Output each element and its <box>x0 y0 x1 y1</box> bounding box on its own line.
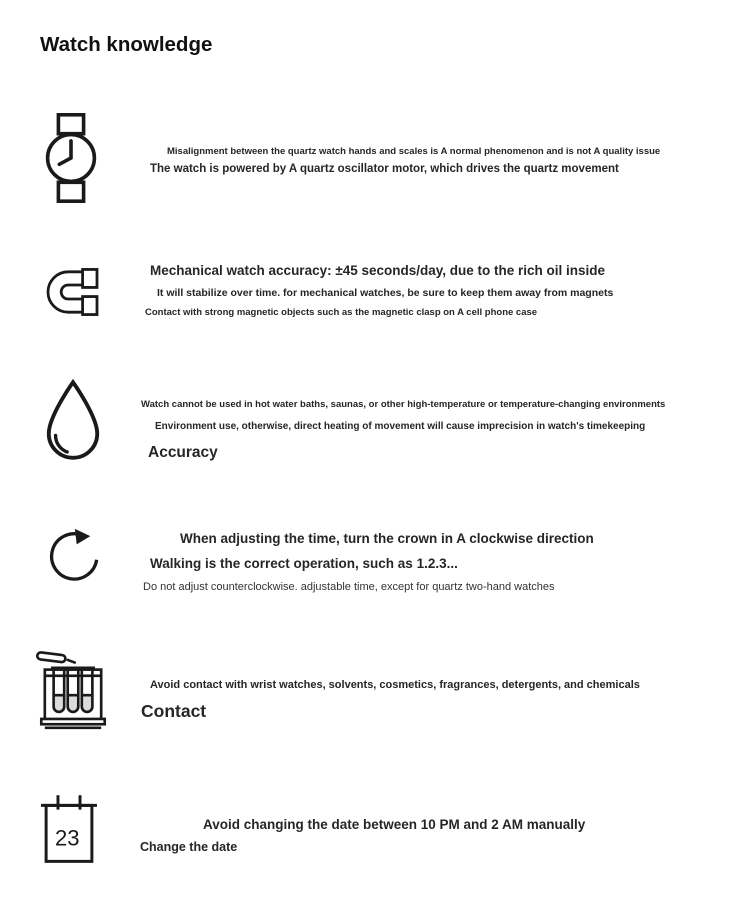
calendar-day-number: 23 <box>55 825 80 851</box>
info-line: It will stabilize over time. for mechanical watches, be sure to keep them away from magnets <box>157 286 614 299</box>
info-line: Misalignment between the quartz watch hands and scales is A normal phenomenon and is not A quality issue <box>167 146 661 157</box>
quartz-watch-icon <box>44 112 98 204</box>
calendar-icon <box>40 791 98 869</box>
info-line: Environment use, otherwise, direct heating of movement will cause imprecision in watch's timekeeping <box>155 421 646 433</box>
info-line: When adjusting the time, turn the crown in A clockwise direction <box>180 531 594 546</box>
info-line: Watch cannot be used in hot water baths, saunas, or other high-temperature or temperature-changing environments <box>141 399 666 410</box>
test-tubes-icon <box>36 646 110 732</box>
section-heading-contact: Contact <box>141 700 207 721</box>
info-line: The watch is powered by A quartz oscillator motor, which drives the quartz movement <box>150 163 619 176</box>
info-line: Do not adjust counterclockwise. adjustable time, except for quartz two-hand watches <box>143 580 555 593</box>
water-drop-icon <box>42 379 104 461</box>
info-line: Walking is the correct operation, such as 1.2.3... <box>150 555 458 571</box>
magnet-icon <box>44 268 102 316</box>
section-heading-accuracy: Accuracy <box>148 444 218 461</box>
info-line: Contact with strong magnetic objects such as the magnetic clasp on A cell phone case <box>145 307 538 319</box>
info-line: Mechanical watch accuracy: ±45 seconds/day, due to the rich oil inside <box>150 263 606 278</box>
info-line: Avoid contact with wrist watches, solvents, cosmetics, fragrances, detergents, and chemicals <box>150 679 640 691</box>
info-line: Avoid changing the date between 10 PM and 2 AM manually <box>203 817 586 832</box>
page-title: Watch knowledge <box>40 33 213 56</box>
clockwise-arrow-icon <box>45 528 103 586</box>
section-heading-change-date: Change the date <box>140 839 238 854</box>
